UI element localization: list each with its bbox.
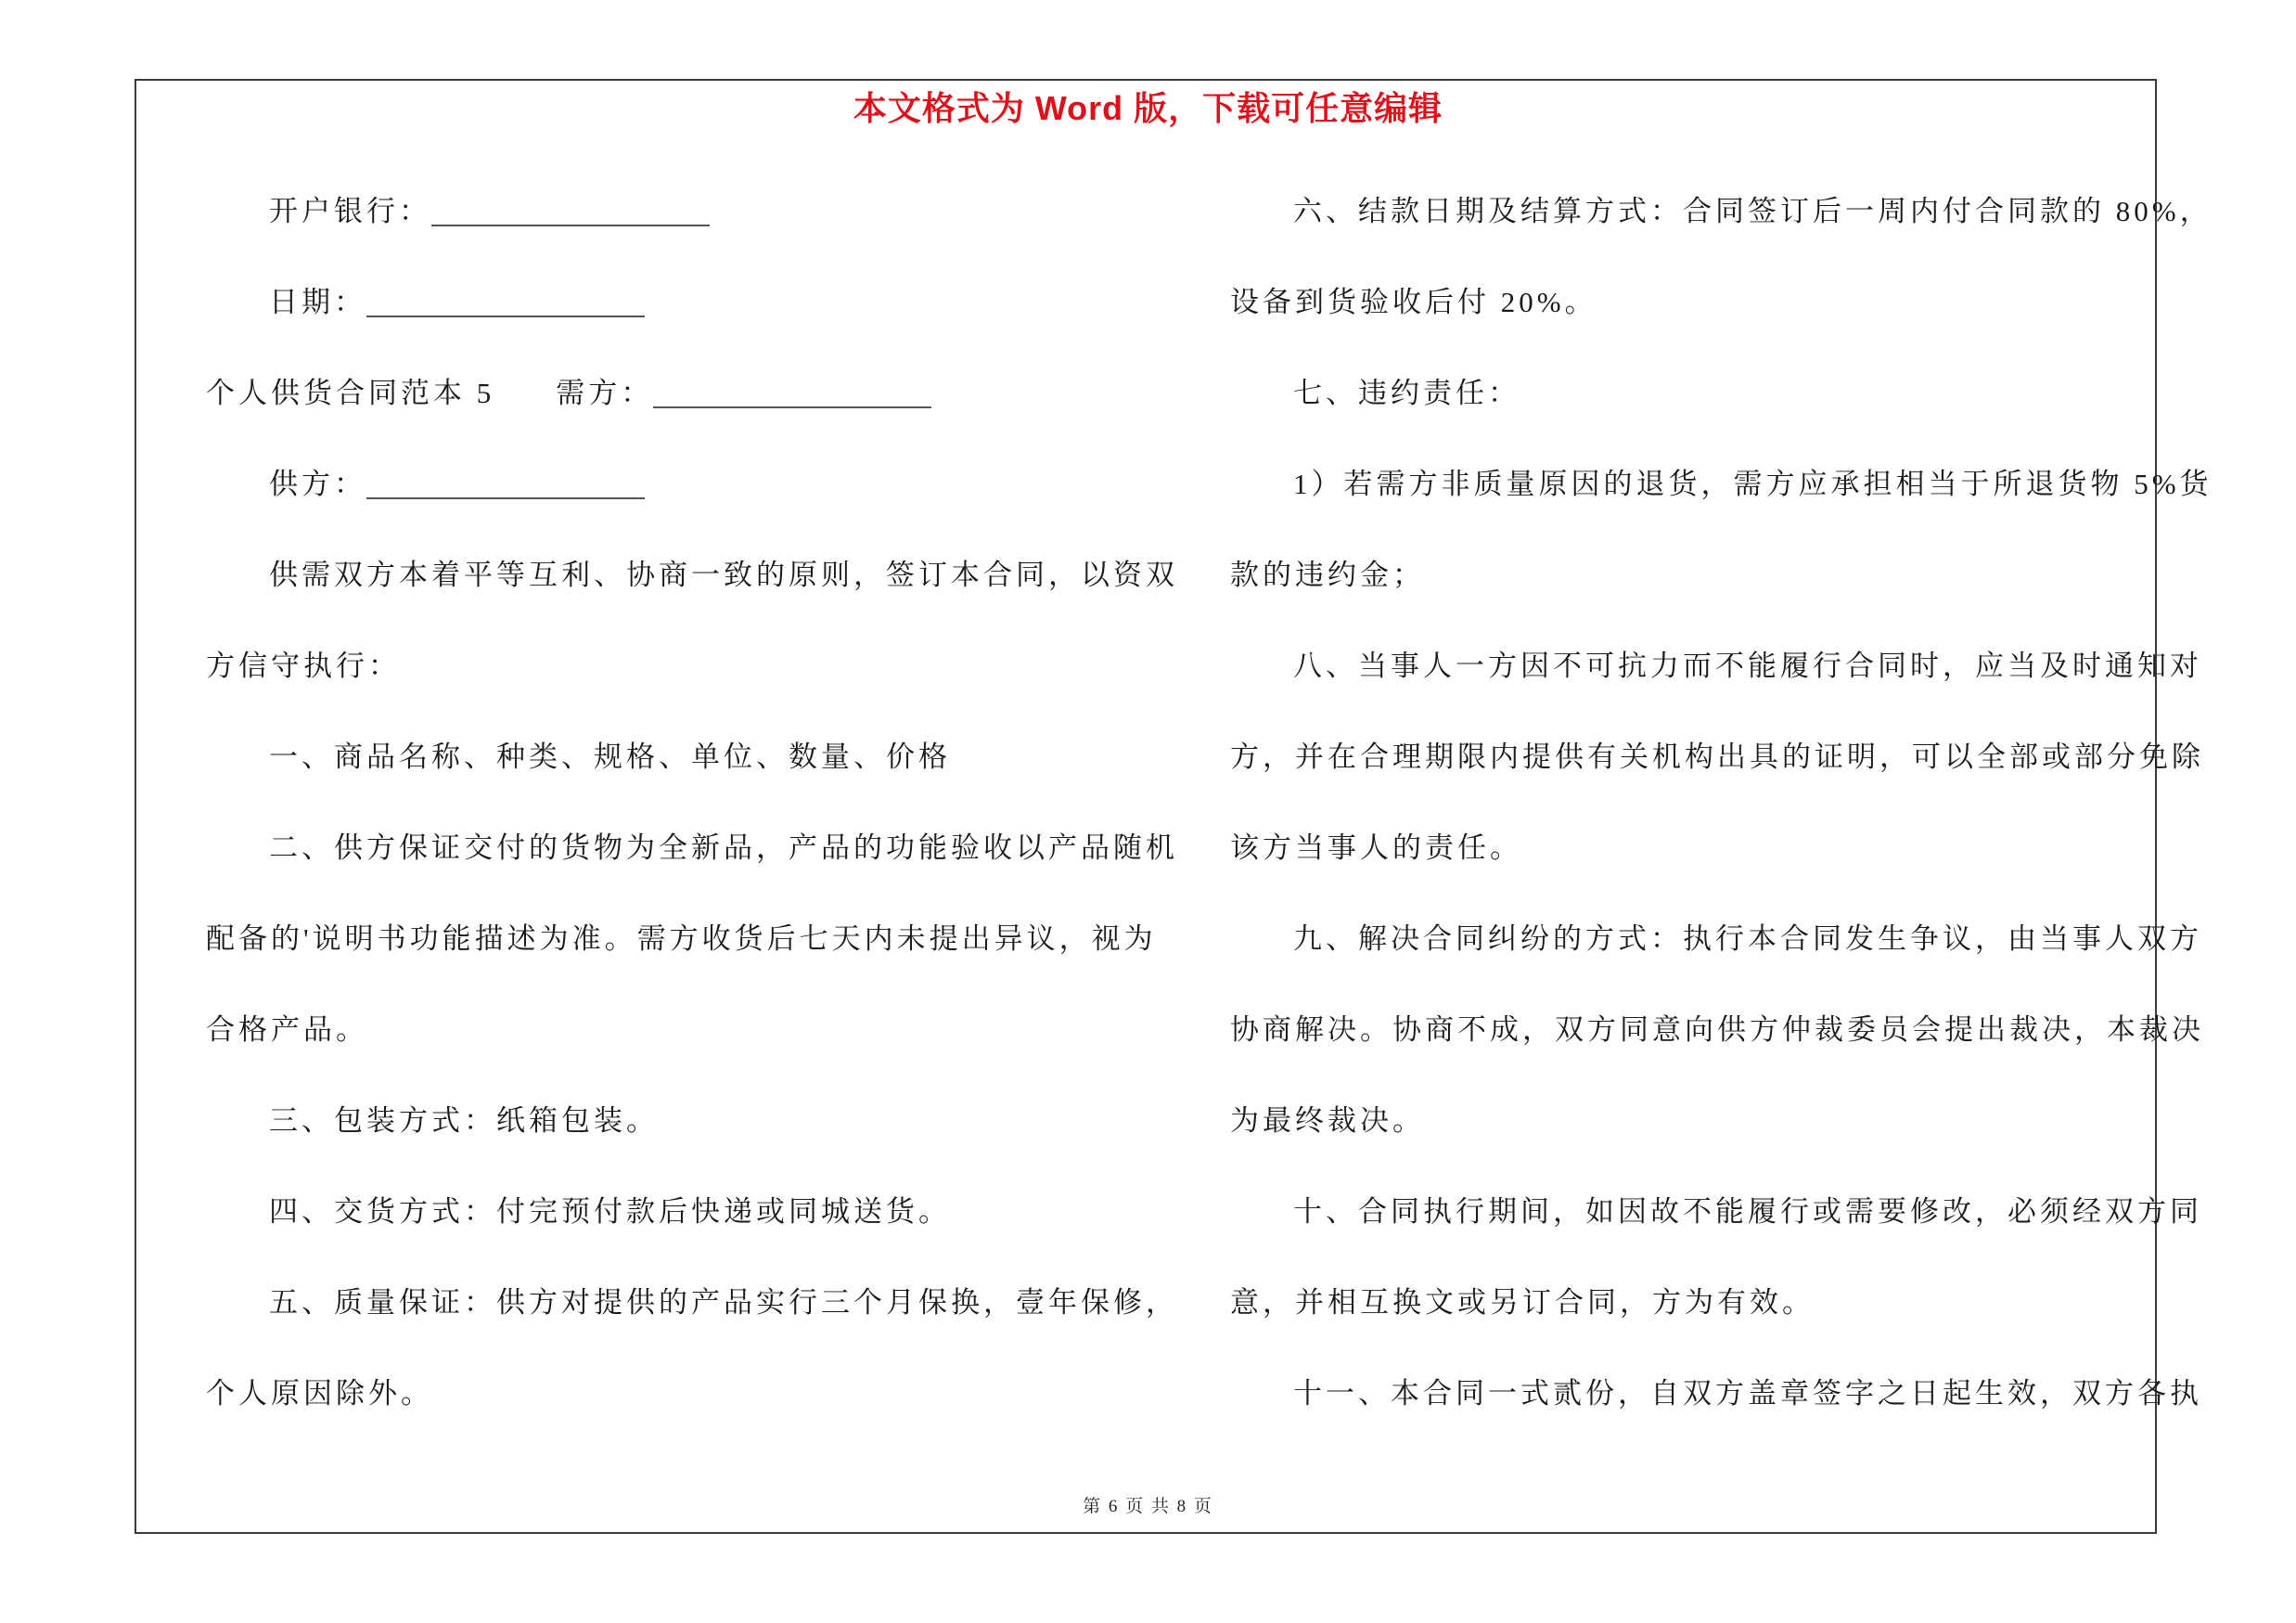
paragraph-line: 三、包装方式：纸箱包装。 — [269, 1104, 659, 1137]
paragraph-line: 合格产品。 — [206, 1013, 368, 1046]
paragraph-line: 个人原因除外。 — [206, 1377, 433, 1410]
seller-line — [206, 458, 1143, 549]
paragraph-line: 方，并在合理期限内提供有关机构出具的证明，可以全部或部分免除 — [1230, 741, 2204, 773]
paragraph-line: 设备到货验收后付 20%。 — [1230, 286, 1597, 318]
bank-line — [206, 186, 1143, 277]
paragraph-line: 意，并相互换文或另订合同，方为有效。 — [1230, 1286, 1815, 1319]
date-label: 日期： — [269, 286, 366, 318]
paragraph-line: 十一、本合同一式贰份，自双方盖章签字之日起生效，双方各执 — [1293, 1377, 2202, 1410]
paragraph-line: 为最终裁决。 — [1230, 1104, 1425, 1137]
paragraph-line: 协商解决。协商不成，双方同意向供方仲裁委员会提出裁决，本裁决 — [1230, 1013, 2204, 1046]
seller-blank-field[interactable] — [366, 464, 645, 499]
paragraph-line: 配备的'说明书功能描述为准。需方收货后七天内未提出异议，视为 — [206, 922, 1157, 955]
buyer-blank-field[interactable] — [653, 373, 931, 408]
format-banner: 本文格式为 Word 版，下载可任意编辑 — [853, 89, 1443, 127]
page-number-footer: 第 6 页 共 8 页 — [1083, 1497, 1213, 1516]
paragraph-line: 该方当事人的责任。 — [1230, 831, 1522, 864]
paragraph-line: 九、解决合同纠纷的方式：执行本合同发生争议，由当事人双方 — [1293, 922, 2202, 955]
paragraph-line: 八、当事人一方因不可抗力而不能履行合同时，应当及时通知对 — [1293, 650, 2202, 682]
paragraph-line: 五、质量保证：供方对提供的产品实行三个月保换，壹年保修， — [269, 1286, 1178, 1319]
paragraph-line: 四、交货方式：付完预付款后快递或同城送货。 — [269, 1195, 951, 1228]
bank-blank-field[interactable] — [431, 191, 710, 226]
paragraph-line: 1）若需方非质量原因的退货，需方应承担相当于所退货物 5%货 — [1293, 468, 2213, 500]
right-column — [1230, 186, 2213, 1459]
title-buyer-line — [206, 367, 1143, 458]
date-line — [206, 277, 1143, 367]
paragraph-line: 款的违约金； — [1230, 559, 1425, 591]
buyer-label: 需方： — [556, 377, 654, 409]
paragraph-line: 七、违约责任： — [1293, 377, 1520, 409]
date-blank-field[interactable] — [366, 282, 645, 317]
paragraph-line: 方信守执行： — [206, 650, 401, 682]
bank-label: 开户银行： — [269, 195, 431, 227]
paragraph-line: 十、合同执行期间，如因故不能履行或需要修改，必须经双方同 — [1293, 1195, 2202, 1228]
paragraph-line: 供需双方本着平等互利、协商一致的原则，签订本合同，以资双 — [269, 559, 1178, 591]
paragraph-line: 六、结款日期及结算方式：合同签订后一周内付合同款的 80%， — [1293, 195, 2213, 227]
paragraph-line: 一、商品名称、种类、规格、单位、数量、价格 — [269, 741, 951, 773]
seller-label: 供方： — [269, 468, 366, 500]
left-column — [206, 186, 1178, 1459]
template-title: 个人供货合同范本 5 — [206, 377, 495, 409]
paragraph-line: 二、供方保证交付的货物为全新品，产品的功能验收以产品随机 — [269, 831, 1178, 864]
